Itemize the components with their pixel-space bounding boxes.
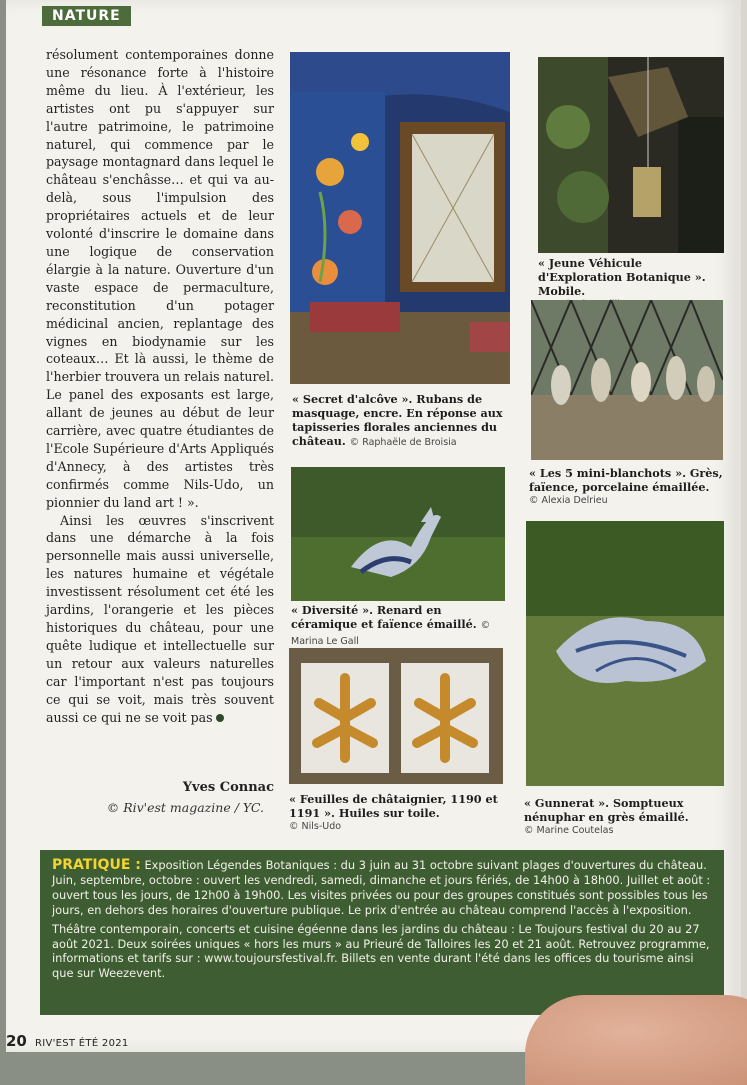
photo-secret-alcove <box>290 52 510 384</box>
caption-secret-alcove: « Secret d'alcôve ». Rubans de masquage, encre. En réponse aux tapisseries florales anciennes du château. © Raphaële de Broisia <box>292 392 503 448</box>
pratique-paragraph-1: PRATIQUE : Exposition Légendes Botaniques : du 3 juin au 31 octobre suivant plages d'ouvertures du château. Juin, septembre, octobre : ouvert les vendredi, samedi, dimanche et jours fériés, de 14h00 à 18h00. Juillet et août : ouvert tous les jours, de 12h00 à 19h00. Les visites privées ou pour des groupes constitués sont possibles tous les jours, en dehors des horaires d'ouverture publique. Le prix d'entrée au château comprend l'accès à l'exposition. <box>52 857 711 917</box>
caption-gunnerat: « Gunnerat ». Somptueux nénuphar en grès émaillé. © Marine Coutelas <box>524 796 689 836</box>
page-footer <box>6 1031 129 1050</box>
photo-diversite <box>291 467 505 601</box>
page-number: 20 <box>6 1032 27 1050</box>
photo-gunnerat <box>526 521 724 786</box>
article-paragraph-1: résolument contemporaines donne une résonance forte à l'histoire même du lieu. À l'extérieur, les artistes ont pu s'appuyer sur l'autre patrimoine, le patrimoine naturel, qui commence par le paysage montagnard dans lequel le château s'enchâsse… et qui va au-delà, sous l'impulsion des propriétaires actuels et de leur volonté d'inscrire le domaine dans une logique de conservation élargie à la nature. Ouverture d'un vaste espace de permaculture, reconstitution d'un potager médicinal ancien, replantage des vignes en biodynamie sur les coteaux… Et là aussi, le thème de l'herbier trouvera un relais naturel. Le panel des exposants est large, allant de jeunes au début de leur carrière, avec quatre étudiantes de l'Ecole Supérieure d'Arts Appliqués d'Annecy, à des artistes très confirmés comme Nils-Udo, un pionnier du land art ! ». <box>46 47 274 510</box>
article-paragraph-2: Ainsi les œuvres s'inscrivent dans une démarche à la fois personnelle mais aussi universelle, les natures humaine et végétale investissent résolument cet été les jardins, l'orangerie et les pièces historiques du château, pour une quête ludique et intellectuelle sur un retour aux valeurs naturelles car l'important n'est pas toujours ce qui se voit, mais très souvent aussi ce qui ne se voit pas <box>46 512 274 725</box>
pratique-paragraph-2: Théâtre contemporain, concerts et cuisine égéenne dans les jardins du château : Le Toujours festival du 20 au 27 août 2021. Deux soirées uniques « hors les murs » au Prieuré de Talloires les 20 et 21 août. Retrouvez programme, informations et tarifs sur : www.toujoursfestival.fr. Billets en vente durant l'été dans les offices du tourisme ainsi que sur Weezevent. <box>52 921 710 981</box>
article-text <box>46 46 274 726</box>
end-mark-icon <box>216 714 224 722</box>
pratique-label: PRATIQUE : <box>52 857 141 873</box>
pratique-box <box>40 850 724 1015</box>
photo-feuilles-chataignier <box>289 648 503 784</box>
caption-feuilles-chataignier: « Feuilles de châtaignier, 1190 et 1191 ». Huiles sur toile. © Nils-Udo <box>289 792 498 832</box>
article-credit: © Riv'est magazine / YC. <box>106 800 264 815</box>
magazine-issue: RIV'EST ÉTÉ 2021 <box>34 1038 129 1049</box>
magazine-page <box>6 0 747 1052</box>
caption-diversite: « Diversité ». Renard en céramique et faïence émaillé. © Marina Le Gall <box>291 603 491 647</box>
caption-mini-blanchots: « Les 5 mini-blanchots ». Grès, faïence, porcelaine émaillée. © Alexia Delrieu <box>529 466 723 506</box>
article-author: Yves Connac <box>182 780 274 795</box>
photo-jeune-vehicule <box>538 57 724 253</box>
hand-fingers <box>525 995 747 1085</box>
photo-mini-blanchots <box>531 300 723 460</box>
caption-jeune-vehicule: « Jeune Véhicule d'Exploration Botanique ». Mobile. <box>538 256 706 298</box>
section-tag: NATURE <box>42 6 131 26</box>
